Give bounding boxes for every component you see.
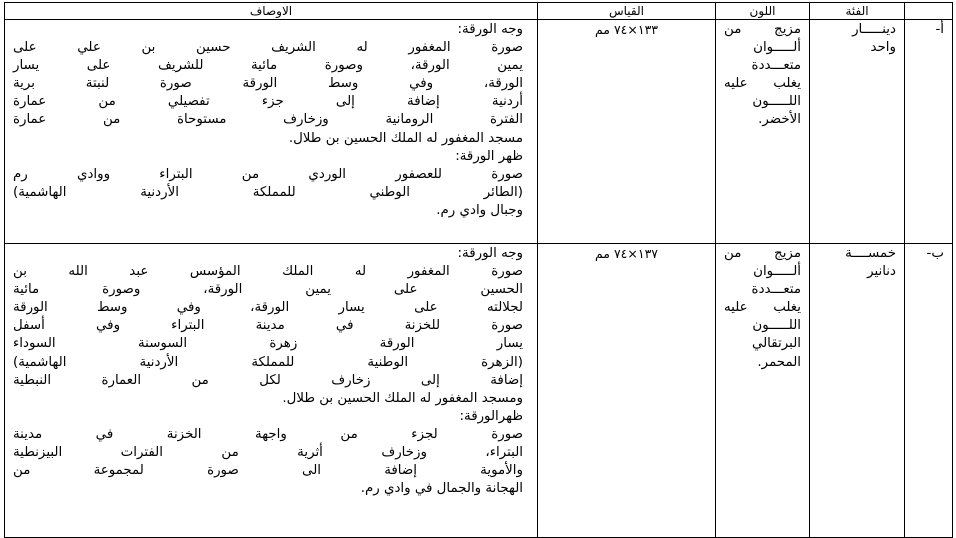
- cell-text-line: المحمر.: [757, 354, 801, 370]
- description-line: إضافة إلى زخارف لكل من العمارة النبطية: [13, 372, 523, 388]
- category-cell: [810, 244, 905, 538]
- back-title: ظهر الورقة:: [455, 148, 523, 164]
- cell-text-line: متعـــددة: [751, 282, 801, 298]
- description-line: لجلالته على يسار الورقة، وفي وسط الورقة: [13, 300, 523, 316]
- description-line: يسار الورقة زهرة السوسنة السوداء: [13, 336, 523, 352]
- description-line: الحسين على يمين الورقة، وصورة مائية: [13, 282, 523, 298]
- header-size: القياس: [538, 3, 716, 20]
- header-color: اللون: [716, 3, 810, 20]
- description-line: (الطائر الوطني للمملكة الأردنية الهاشمية): [13, 184, 523, 200]
- color-cell: [716, 244, 810, 538]
- description-line: الهجانة والجمال في وادي رم.: [360, 481, 523, 497]
- back-text: [13, 166, 523, 220]
- cell-text-line: البرتقالي: [751, 336, 801, 352]
- cell-text-line: دينـــــار: [852, 22, 896, 37]
- size-cell: ١٣٣×٧٤ مم: [538, 20, 716, 244]
- description-line: الورقة، وفي وسط الورقة صورة لنبتة برية: [13, 76, 523, 92]
- cell-text-line: متعـــددة: [751, 58, 801, 74]
- cell-text-line: مزيج من: [724, 246, 801, 261]
- description-line: صورة لجزء من واجهة الخزنة في مدينة: [13, 426, 523, 442]
- cell-text-line: الأخضر.: [758, 112, 801, 128]
- description-line: ومسجد المغفور له الملك الحسين بن طلال.: [282, 390, 523, 406]
- description-line: مسجد المغفور له الملك الحسين بن طلال.: [288, 130, 523, 146]
- banknotes-table: [4, 2, 953, 538]
- size-cell: ١٣٧×٧٤ مم: [538, 244, 716, 538]
- front-title: وجه الورقة:: [457, 246, 523, 261]
- description-line: البتراء، وزخارف أثرية من الفترات البيزنطية: [13, 445, 523, 461]
- back-text: [13, 426, 523, 498]
- cell-text-line: اللـــــون: [752, 94, 801, 110]
- table-row: [5, 244, 953, 538]
- cell-text-line: مزيج من: [724, 22, 801, 37]
- cell-text-line: خمســــة: [845, 246, 896, 261]
- category-cell: [810, 20, 905, 244]
- header-description: الاوصاف: [5, 3, 538, 20]
- description-cell: [5, 244, 538, 538]
- front-text: [13, 263, 523, 408]
- cell-text-line: ألـــــوان: [753, 264, 801, 280]
- description-line: صورة للعصفور الوردي من البتراء ووادي رم: [13, 166, 523, 182]
- cell-text-line: واحد: [870, 40, 896, 56]
- table-row: [5, 20, 953, 244]
- cell-text-line: اللـــــون: [752, 318, 801, 334]
- description-line: والأموية إضافة الى صورة لمجموعة من: [13, 463, 523, 479]
- header-row: [5, 3, 953, 20]
- description-line: يمين الورقة، وصورة مائية للشريف على يسار: [13, 58, 523, 74]
- description-line: أردنية إضافة إلى جزء تفصيلي من عمارة: [13, 94, 523, 110]
- description-line: صورة المغفور له الملك المؤسس عبد الله بن: [13, 264, 523, 280]
- front-title: وجه الورقة:: [457, 22, 523, 37]
- color-cell: [716, 20, 810, 244]
- description-line: (الزهرة الوطنية للمملكة الأردنية الهاشمية): [13, 354, 523, 370]
- header-label: [905, 3, 953, 20]
- row-label: أ-: [905, 20, 953, 244]
- description-line: الفترة الرومانية وزخارف مستوحاة من عمارة: [13, 112, 523, 128]
- front-text: [13, 39, 523, 148]
- row-label: ب-: [905, 244, 953, 538]
- description-line: صورة المغفور له الشريف حسين بن علي على: [13, 40, 523, 56]
- cell-text-line: يغلب عليه: [724, 76, 801, 92]
- header-category: الفئة: [810, 3, 905, 20]
- description-cell: [5, 20, 538, 244]
- description-line: وجبال وادي رم.: [436, 202, 523, 218]
- cell-text-line: يغلب عليه: [724, 300, 801, 316]
- description-line: صورة للخزنة في مدينة البتراء وفي أسفل: [13, 318, 523, 334]
- cell-text-line: ألـــــوان: [753, 40, 801, 56]
- back-title: ظهرالورقة:: [459, 408, 523, 424]
- cell-text-line: دنانير: [867, 264, 896, 280]
